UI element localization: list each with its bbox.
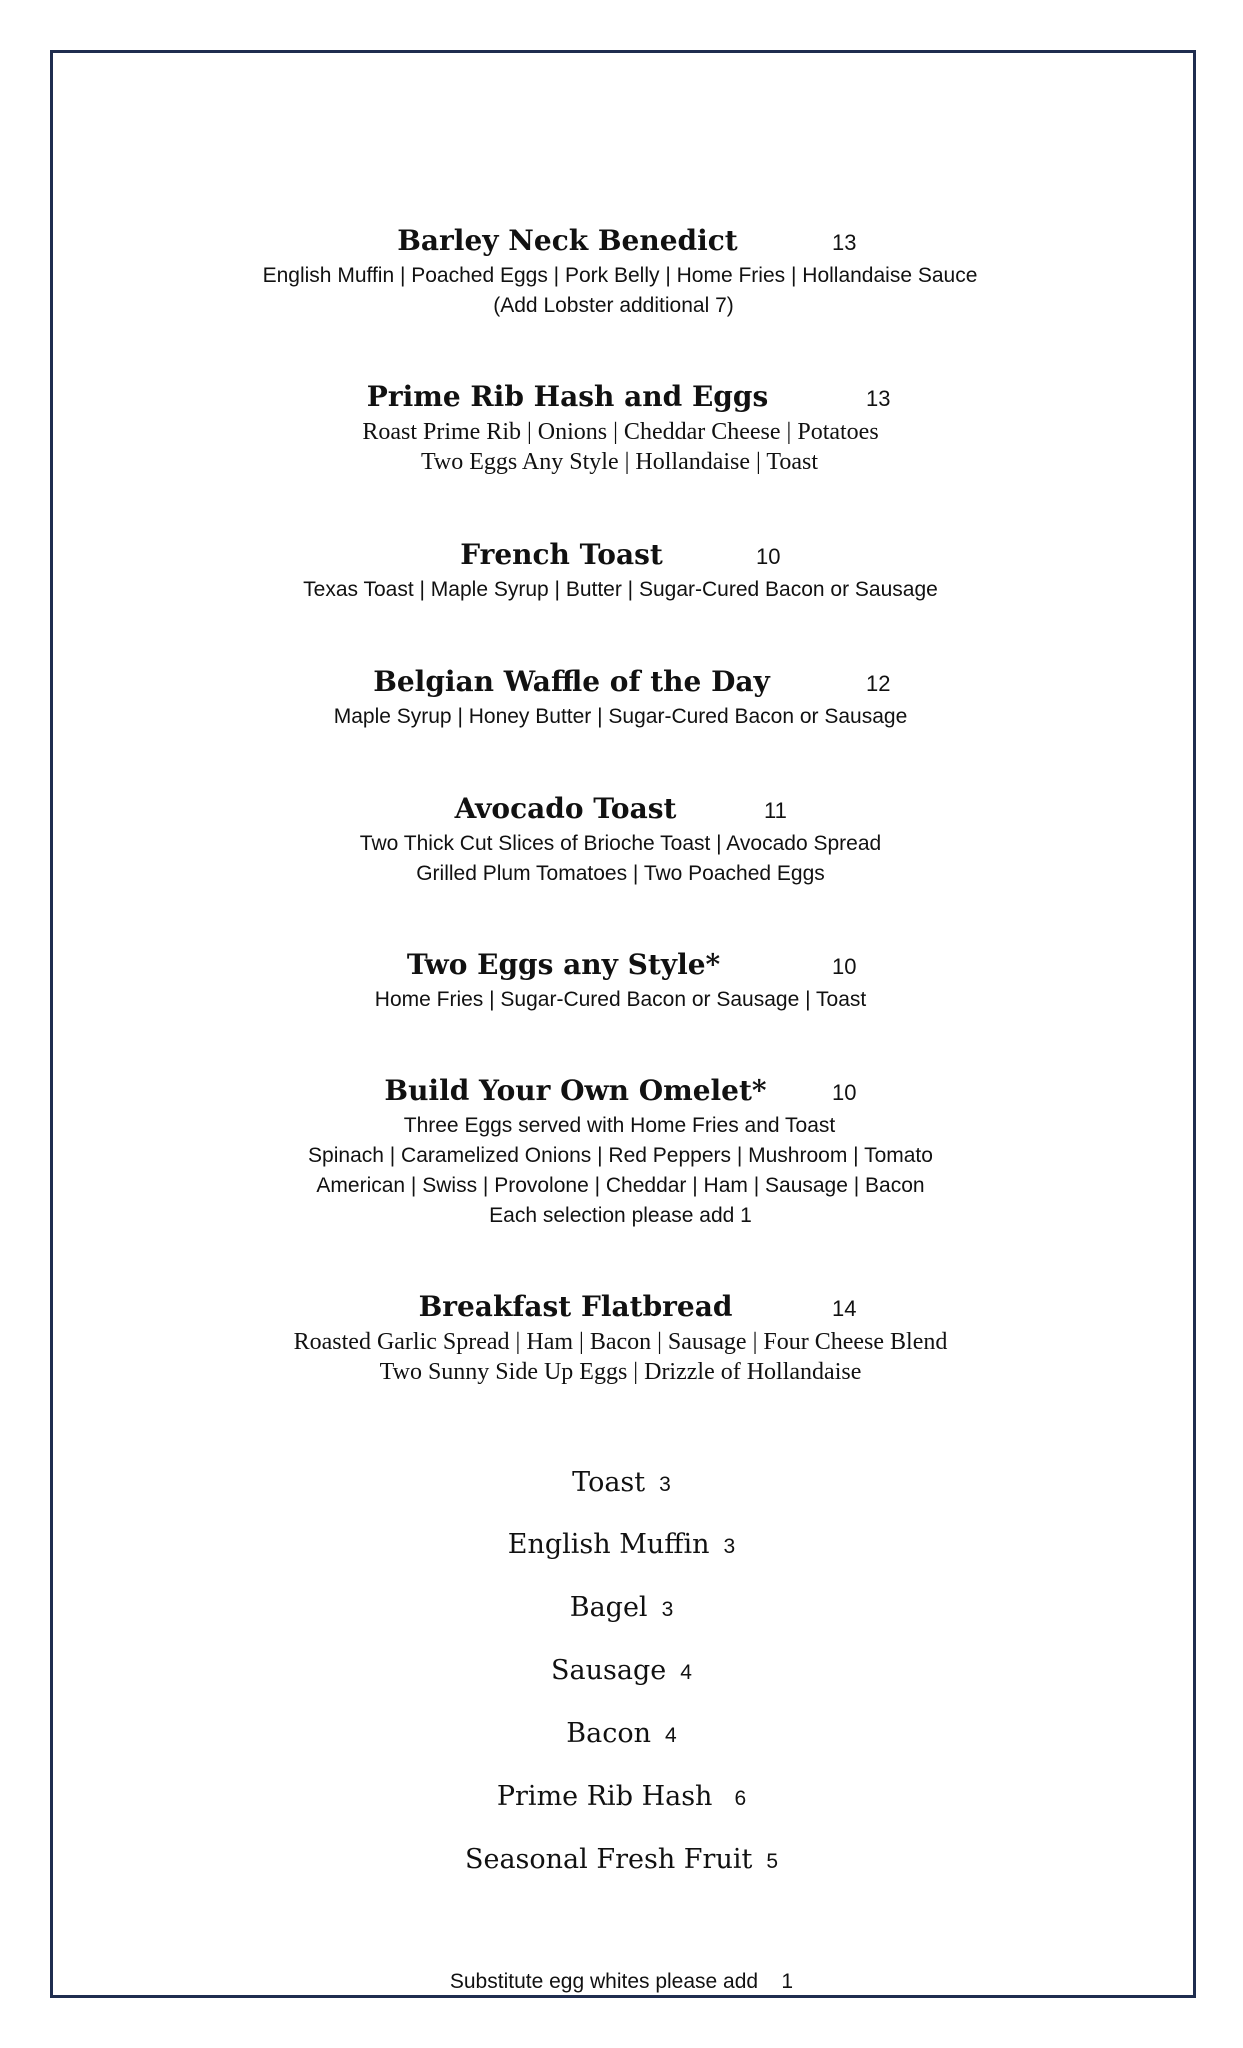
item-description: Three Eggs served with Home Fries and Toast	[403, 1114, 836, 1137]
item-price: 10	[832, 954, 857, 979]
menu-item-build-your-own-omelet	[0, 1071, 1243, 1231]
menu-item-two-eggs-any-style	[0, 945, 1243, 1015]
item-name: Two Eggs any Style*	[406, 948, 721, 981]
item-name: Avocado Toast	[454, 792, 677, 825]
footer-note: Substitute egg whites please add 1	[449, 1970, 794, 1993]
side-name: Bacon	[566, 1718, 652, 1749]
item-description: Texas Toast | Maple Syrup | Butter | Sugar-Cured Bacon or Sausage	[303, 578, 938, 601]
item-price: 10	[756, 544, 781, 569]
item-name: Build Your Own Omelet*	[384, 1074, 767, 1107]
side-price: 5	[766, 1850, 779, 1873]
side-price: 3	[723, 1535, 736, 1558]
side-item-bagel	[0, 1588, 1243, 1628]
item-name: Barley Neck Benedict	[397, 224, 738, 257]
side-item-prime-rib-hash	[0, 1777, 1243, 1817]
side-name: Seasonal Fresh Fruit	[464, 1844, 753, 1875]
side-price: 3	[661, 1598, 674, 1621]
item-description: Spinach | Caramelized Onions | Red Peppers | Mushroom | Tomato	[308, 1144, 933, 1167]
side-item-toast	[0, 1463, 1243, 1503]
item-name: Breakfast Flatbread	[418, 1290, 733, 1323]
side-item-english-muffin	[0, 1525, 1243, 1565]
item-price: 14	[832, 1296, 857, 1321]
menu-item-avocado-toast	[0, 789, 1243, 889]
item-description: Home Fries | Sugar-Cured Bacon or Sausage | Toast	[374, 988, 867, 1011]
item-price: 13	[866, 386, 891, 411]
side-item-bacon	[0, 1714, 1243, 1754]
item-description: English Muffin | Poached Eggs | Pork Belly | Home Fries | Hollandaise Sauce	[262, 264, 978, 287]
side-price: 3	[659, 1473, 671, 1496]
side-item-sausage	[0, 1651, 1243, 1691]
side-price: 4	[680, 1661, 692, 1684]
menu-item-breakfast-flatbread	[0, 1287, 1243, 1387]
side-name: Prime Rib Hash	[496, 1781, 713, 1812]
side-name: English Muffin	[507, 1529, 710, 1560]
menu-item-belgian-waffle	[0, 662, 1243, 732]
item-price: 13	[832, 230, 857, 255]
item-description: Maple Syrup | Honey Butter | Sugar-Cured Bacon or Sausage	[333, 705, 908, 728]
menu-frame	[50, 50, 1196, 1998]
menu-item-french-toast	[0, 535, 1243, 605]
item-price: 11	[764, 798, 787, 823]
side-price: 4	[665, 1724, 677, 1747]
item-description: (Add Lobster additional 7)	[493, 294, 734, 317]
item-description: Roasted Garlic Spread | Ham | Bacon | Sausage | Four Cheese Blend	[293, 1329, 948, 1355]
item-name: French Toast	[460, 538, 663, 571]
side-name: Bagel	[569, 1592, 648, 1623]
item-price: 12	[866, 671, 891, 696]
item-price: 10	[832, 1080, 857, 1105]
side-name: Toast	[572, 1467, 646, 1498]
item-description: American | Swiss | Provolone | Cheddar | Ham | Sausage | Bacon	[316, 1174, 925, 1197]
item-description: Roast Prime Rib | Onions | Cheddar Cheese | Potatoes	[362, 419, 879, 445]
item-description: Grilled Plum Tomatoes | Two Poached Eggs	[416, 862, 825, 885]
item-description: Two Thick Cut Slices of Brioche Toast | Avocado Spread	[359, 832, 882, 855]
side-price: 6	[734, 1787, 747, 1810]
menu-item-barley-neck-benedict	[0, 221, 1243, 321]
side-name: Sausage	[551, 1655, 667, 1686]
item-description: Each selection please add 1	[489, 1204, 752, 1227]
item-description: Two Sunny Side Up Eggs | Drizzle of Hollandaise	[379, 1359, 862, 1385]
menu-item-prime-rib-hash-and-eggs	[0, 377, 1243, 477]
item-name: Prime Rib Hash and Eggs	[366, 380, 769, 413]
item-description: Two Eggs Any Style | Hollandaise | Toast	[420, 449, 819, 475]
item-name: Belgian Waffle of the Day	[373, 665, 770, 698]
side-item-seasonal-fresh-fruit	[0, 1840, 1243, 1880]
